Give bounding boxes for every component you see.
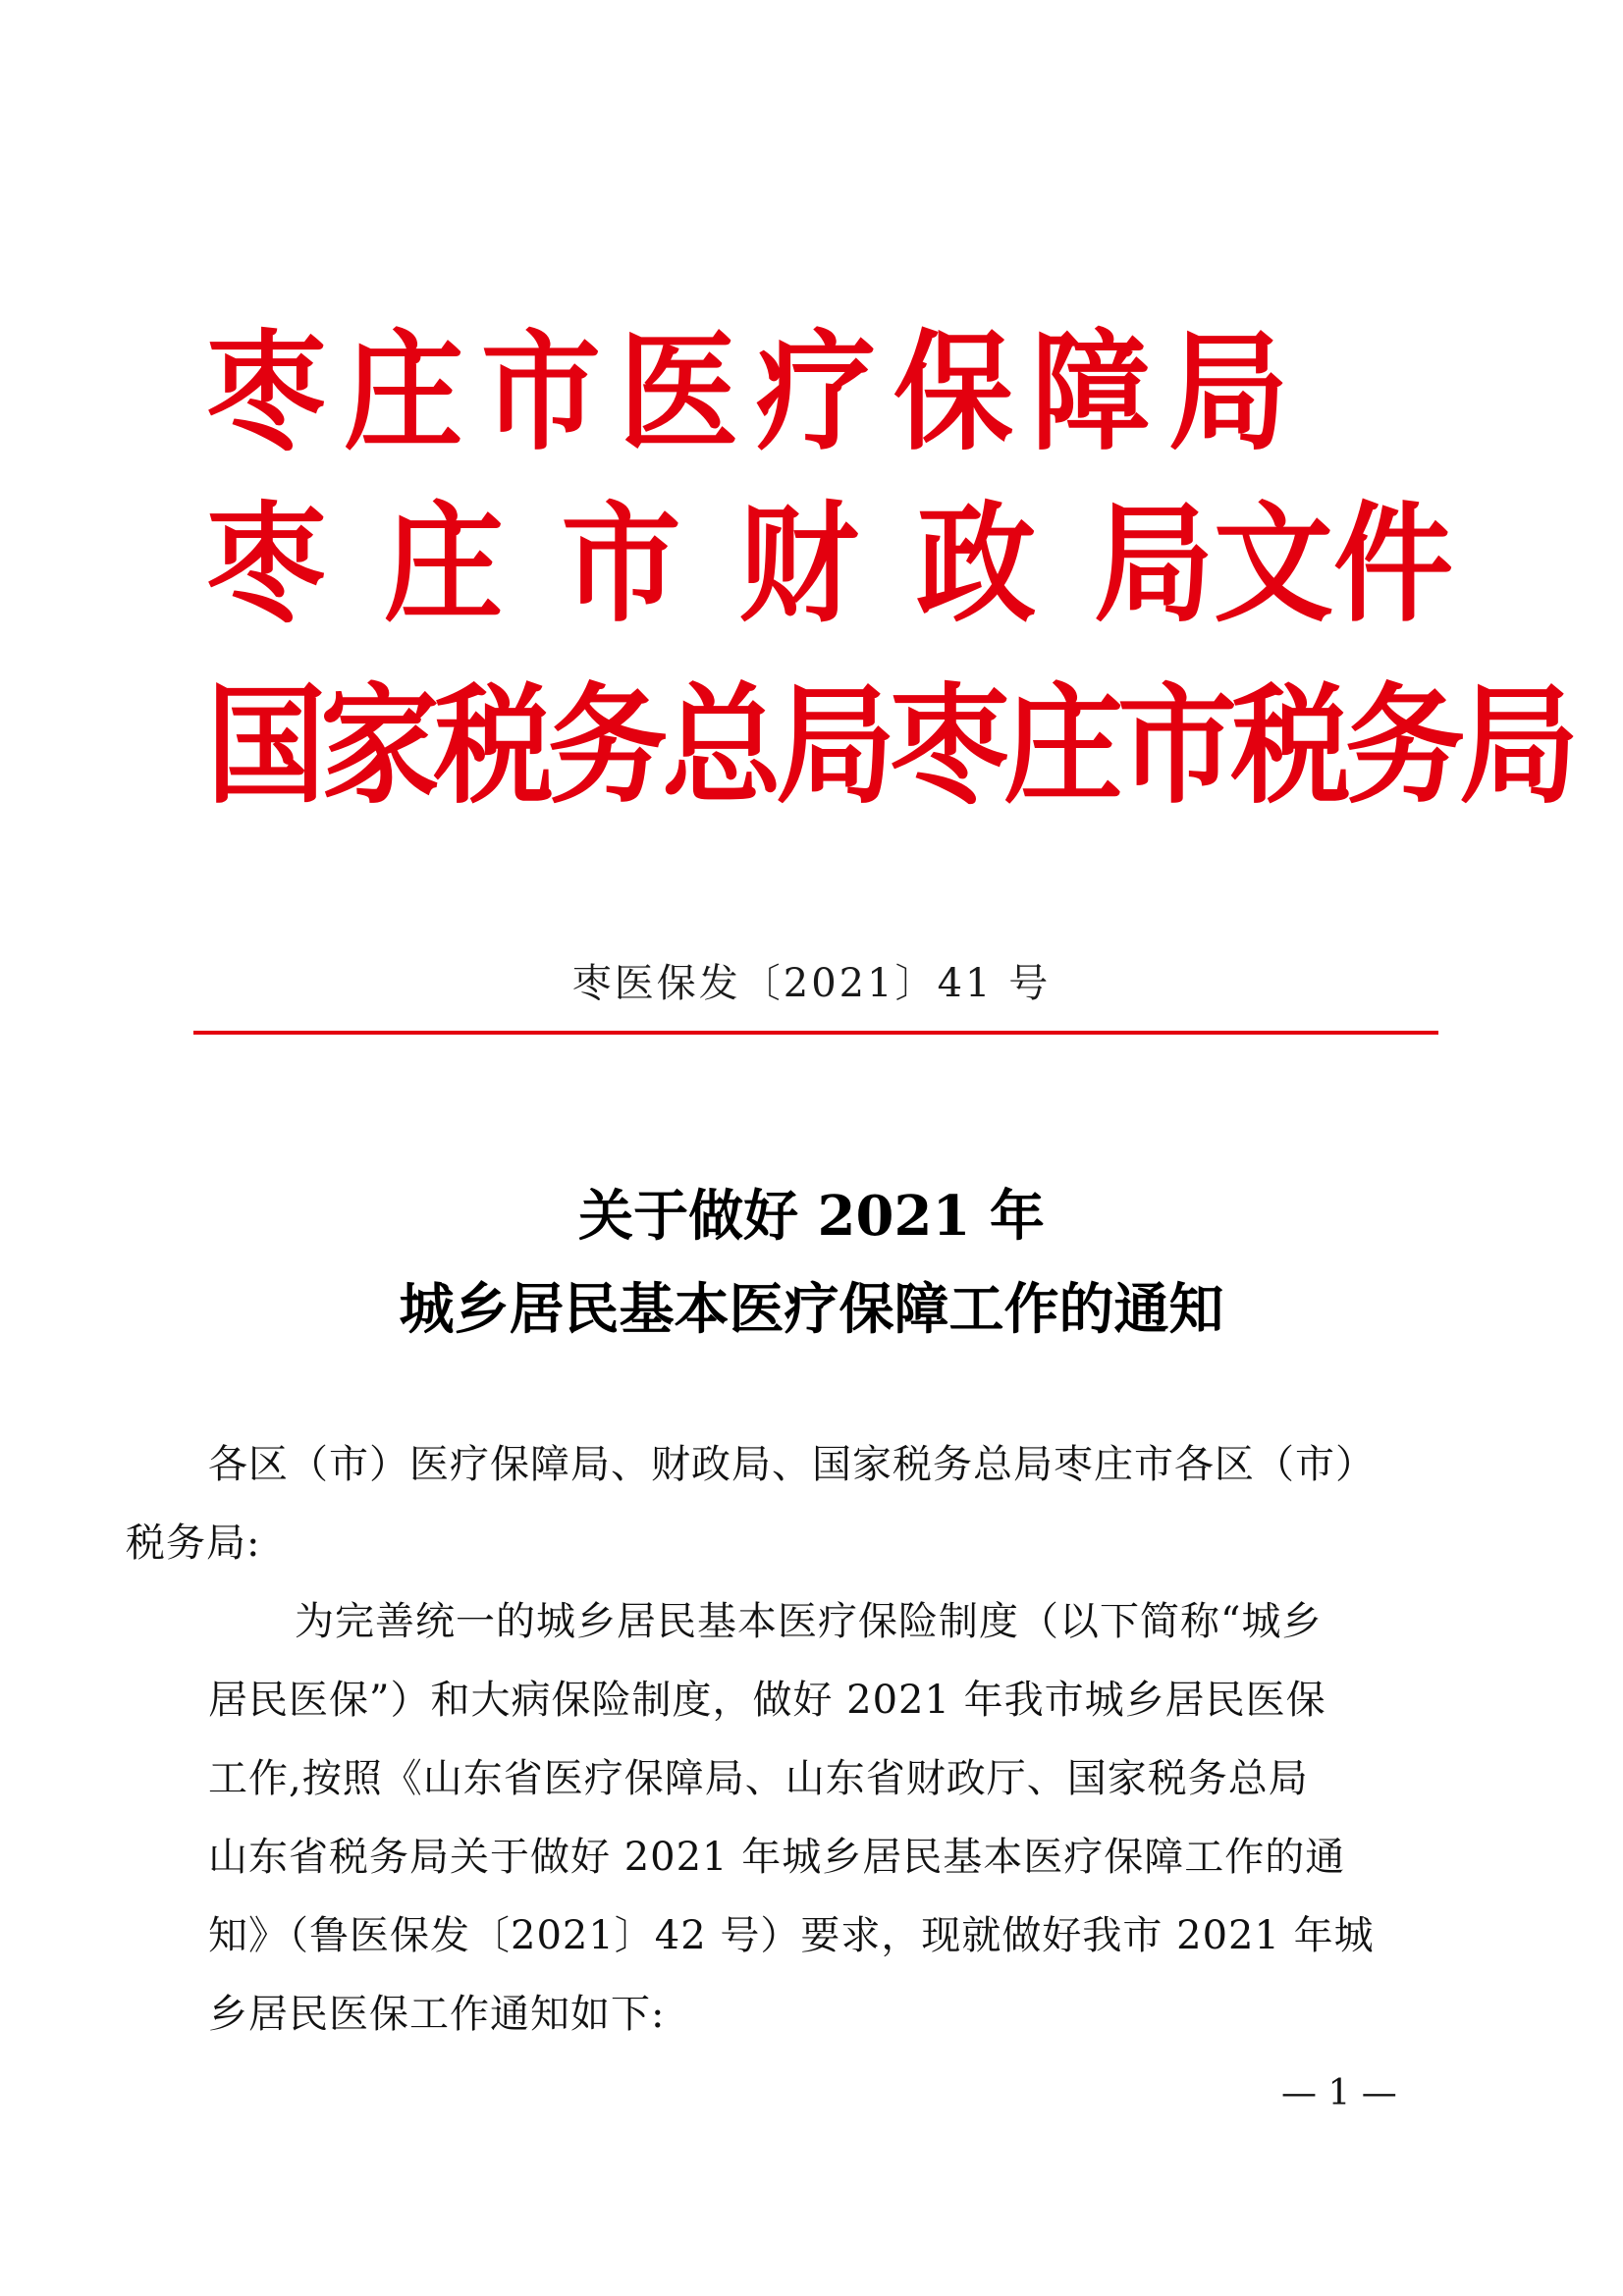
document-number: 枣医保发〔2021〕41 号	[571, 961, 1052, 1006]
paragraph-line: 山东省税务局关于做好 2021 年城乡居民基本医疗保障工作的通	[208, 1835, 1346, 1880]
letterhead-char: 财	[738, 487, 859, 640]
letterhead-char: 枣	[206, 315, 344, 468]
letterhead-char: 市	[481, 315, 619, 468]
letterhead-char: 局	[1168, 315, 1306, 468]
letterhead-char: 政	[916, 487, 1037, 640]
paragraph-line: 为完善统一的城乡居民基本医疗保险制度（以下简称“城乡	[295, 1599, 1323, 1644]
red-divider-line	[193, 1031, 1438, 1035]
addressee-line-2: 税务局:	[126, 1521, 261, 1566]
letterhead-line-3: 国家税务总局枣庄市税务局	[206, 668, 1573, 822]
letterhead-char: 疗	[756, 315, 893, 468]
letterhead-char: 市	[561, 487, 681, 640]
letterhead-char: 庄	[383, 487, 504, 640]
page-number: — 1 —	[1281, 2073, 1397, 2113]
letterhead-line-1	[206, 312, 1306, 471]
addressee-line-1: 各区（市）医疗保障局、财政局、国家税务总局枣庄市各区（市）	[208, 1442, 1376, 1487]
letterhead-line-2	[206, 484, 1453, 643]
paragraph-line: 工作,按照《山东省医疗保障局、山东省财政厅、国家税务总局	[208, 1756, 1309, 1801]
letterhead-char: 医	[619, 315, 756, 468]
document-title-line-2: 城乡居民基本医疗保障工作的通知	[399, 1277, 1224, 1342]
document-title-line-1: 关于做好 2021 年	[578, 1184, 1045, 1249]
paragraph-line: 知》（鲁医保发〔2021〕42 号）要求，现就做好我市 2021 年城	[208, 1913, 1375, 1958]
letterhead-char: 局文件	[1093, 487, 1453, 640]
letterhead-char: 保	[893, 315, 1031, 468]
letterhead-char: 障	[1031, 315, 1168, 468]
letterhead-char: 枣	[206, 487, 326, 640]
paragraph-line: 居民医保”）和大病保险制度，做好 2021 年我市城乡居民医保	[208, 1678, 1326, 1723]
letterhead-char: 庄	[344, 315, 481, 468]
paragraph-line: 乡居民医保工作通知如下:	[208, 1992, 666, 2037]
